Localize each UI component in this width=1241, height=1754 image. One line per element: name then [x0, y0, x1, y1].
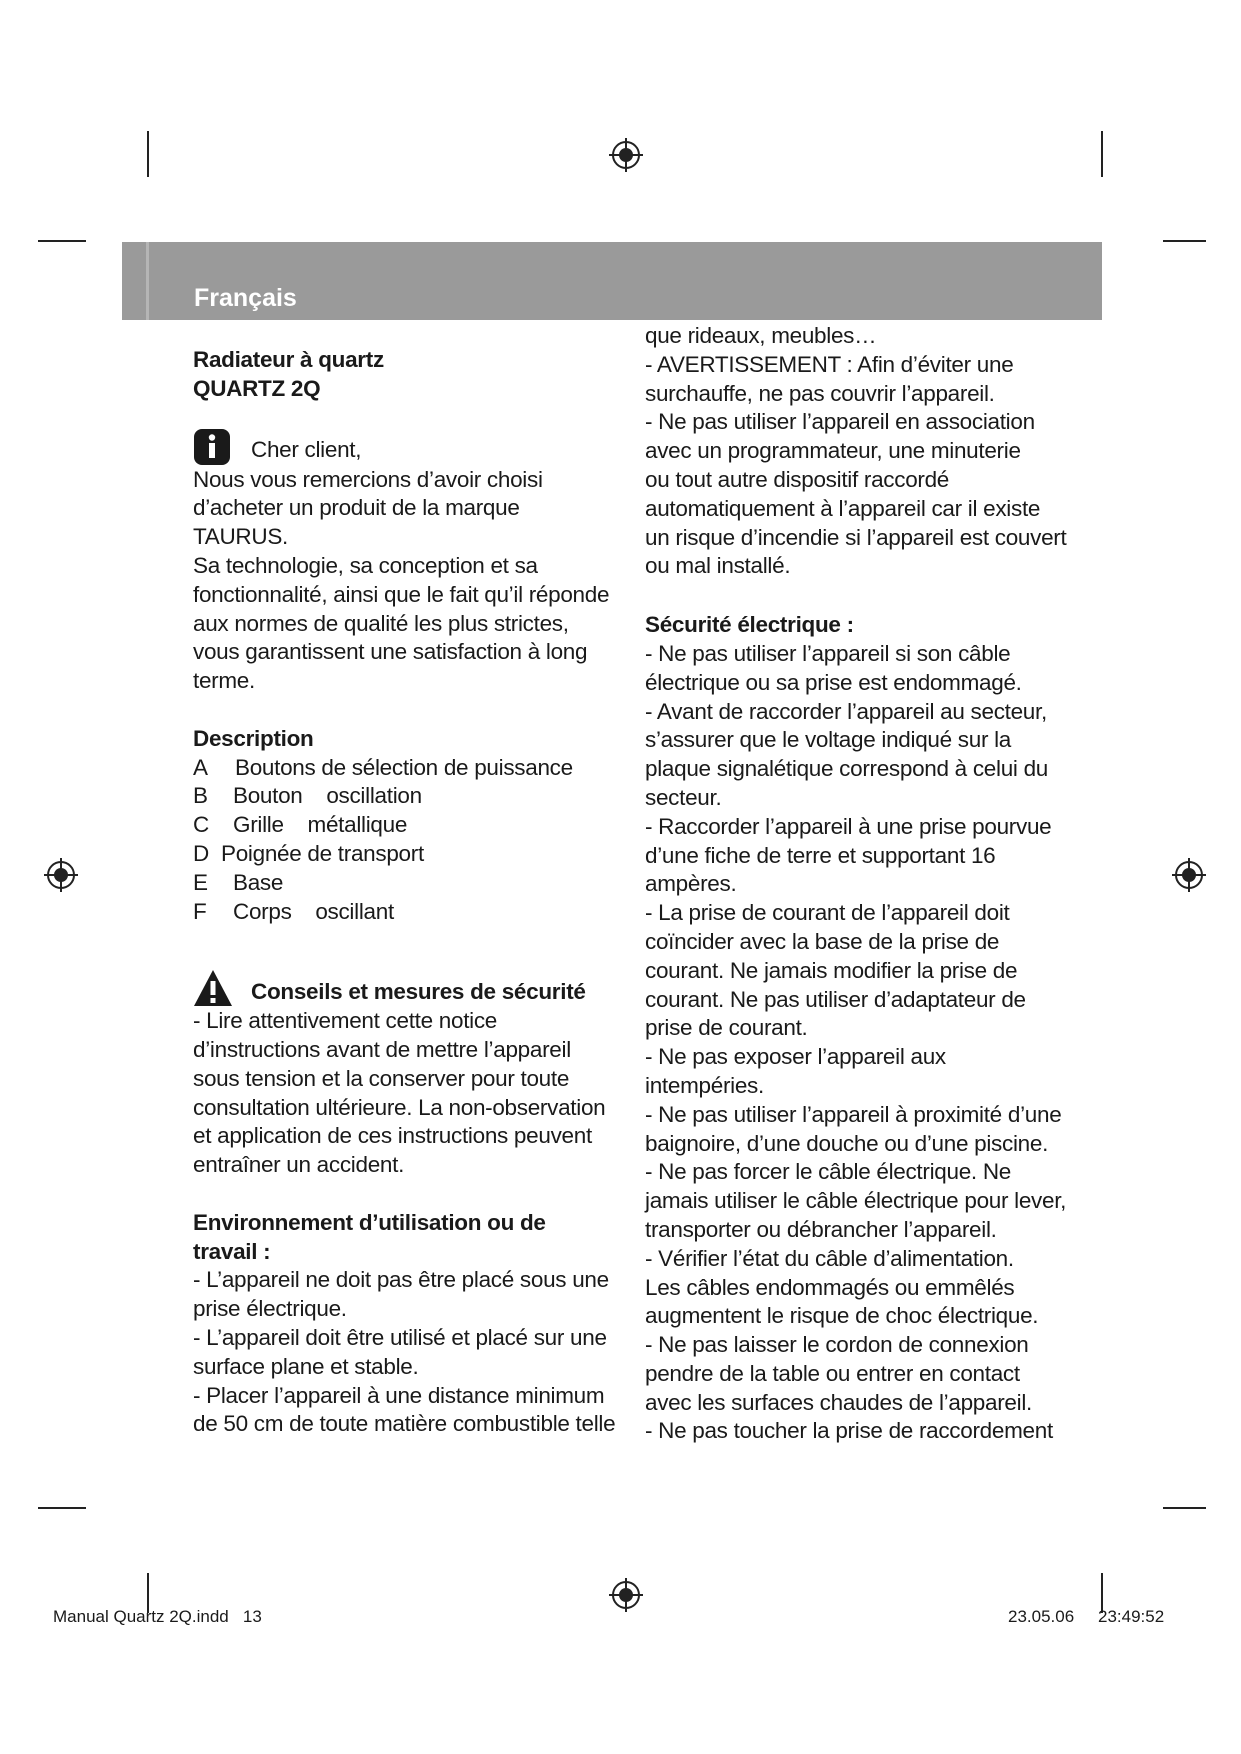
- safety-line: entraîner un accident.: [193, 1152, 405, 1178]
- environment-heading: travail :: [193, 1238, 271, 1264]
- electric-line: - Ne pas exposer l’appareil aux: [645, 1044, 946, 1070]
- electric-line: - Vérifier l’état du câble d’alimentation.: [645, 1245, 1014, 1271]
- electric-line: prise de courant.: [645, 1015, 808, 1041]
- warning-icon: [193, 969, 233, 1007]
- body-line: ou mal installé.: [645, 553, 791, 579]
- description-item: F Corps oscillant: [193, 898, 394, 924]
- language-title: Français: [194, 284, 297, 312]
- electric-line: - Raccorder l’appareil à une prise pourvue: [645, 813, 1052, 839]
- body-line: un risque d’incendie si l’appareil est couvert: [645, 524, 1067, 550]
- crop-mark: [147, 131, 149, 177]
- electric-line: courant. Ne pas utiliser d’adaptateur de: [645, 986, 1026, 1012]
- electric-line: - Avant de raccorder l’appareil au secteur,: [645, 698, 1047, 724]
- safety-heading: Conseils et mesures de sécurité: [251, 979, 586, 1005]
- crop-mark: [38, 240, 86, 242]
- crop-mark: [1101, 131, 1103, 177]
- environment-heading: Environnement d’utilisation ou de: [193, 1209, 546, 1235]
- body-line: avec un programmateur, une minuterie: [645, 438, 1021, 464]
- electric-line: transporter ou débrancher l’appareil.: [645, 1216, 997, 1242]
- registration-mark-icon: [1172, 858, 1206, 892]
- registration-mark-icon: [609, 138, 643, 172]
- left-column: [193, 346, 616, 1439]
- greeting: Cher client,: [251, 437, 362, 463]
- environment-line: surface plane et stable.: [193, 1353, 419, 1379]
- intro-line: Sa technologie, sa conception et sa: [193, 552, 538, 578]
- description-item: B Bouton oscillation: [193, 783, 422, 809]
- environment-line: prise électrique.: [193, 1296, 347, 1322]
- electric-line: coïncider avec la base de la prise de: [645, 928, 1000, 954]
- crop-mark: [1163, 1507, 1206, 1509]
- language-header-bar: [122, 242, 1102, 320]
- electric-line: - Ne pas toucher la prise de raccordement: [645, 1418, 1053, 1444]
- description-item: A Boutons de sélection de puissance: [193, 754, 573, 780]
- safety-line: et application de ces instructions peuvent: [193, 1123, 592, 1149]
- body-line: automatiquement à l’appareil car il existe: [645, 495, 1041, 521]
- electric-line: jamais utiliser le câble électrique pour lever,: [645, 1188, 1067, 1214]
- electric-line: pendre de la table ou entrer en contact: [645, 1360, 1020, 1386]
- footer-date: 23.05.06: [1008, 1607, 1075, 1626]
- safety-line: sous tension et la conserver pour toute: [193, 1065, 570, 1091]
- intro-line: terme.: [193, 668, 255, 694]
- info-icon: [193, 428, 231, 466]
- crop-mark: [1163, 240, 1206, 242]
- intro-line: aux normes de qualité les plus strictes,: [193, 610, 569, 636]
- environment-line: - L’appareil doit être utilisé et placé sur une: [193, 1324, 607, 1350]
- description-item: D Poignée de transport: [193, 840, 424, 866]
- electric-line: plaque signalétique correspond à celui du: [645, 756, 1048, 782]
- crop-mark: [38, 1507, 86, 1509]
- electric-line: courant. Ne jamais modifier la prise de: [645, 957, 1018, 983]
- registration-mark-icon: [609, 1578, 643, 1612]
- electric-line: - La prise de courant de l’appareil doit: [645, 900, 1010, 926]
- electric-line: intempéries.: [645, 1072, 764, 1098]
- electric-line: ampères.: [645, 871, 737, 897]
- safety-heading-line: [193, 978, 613, 1007]
- product-title: Radiateur à quartz: [193, 347, 384, 372]
- header-stripe: [146, 242, 149, 320]
- footer-file: Manual Quartz 2Q.indd 13: [53, 1607, 262, 1626]
- intro-line: d’acheter un produit de la marque: [193, 495, 520, 521]
- electric-line: augmentent le risque de choc électrique.: [645, 1303, 1039, 1329]
- electric-safety-heading: Sécurité électrique :: [645, 612, 854, 638]
- electric-line: secteur.: [645, 784, 722, 810]
- electric-line: - Ne pas forcer le câble électrique. Ne: [645, 1159, 1011, 1185]
- footer-time: 23:49:52: [1098, 1607, 1165, 1626]
- environment-line: - Placer l’appareil à une distance minimum: [193, 1382, 605, 1408]
- body-line: - Ne pas utiliser l’appareil en association: [645, 409, 1035, 435]
- intro-line: fonctionnalité, ainsi que le fait qu’il réponde: [193, 581, 610, 607]
- environment-line: de 50 cm de toute matière combustible telle: [193, 1411, 616, 1437]
- safety-line: consultation ultérieure. La non-observation: [193, 1094, 606, 1120]
- electric-line: Les câbles endommagés ou emmêlés: [645, 1274, 1015, 1300]
- description-heading: Description: [193, 725, 314, 751]
- environment-line: - L’appareil ne doit pas être placé sous une: [193, 1267, 609, 1293]
- intro-line: vous garantissent une satisfaction à long: [193, 639, 588, 665]
- intro-line: Nous vous remercions d’avoir choisi: [193, 466, 543, 492]
- registration-mark-icon: [44, 858, 78, 892]
- electric-line: - Ne pas utiliser l’appareil à proximité d’une: [645, 1101, 1062, 1127]
- electric-line: - Ne pas laisser le cordon de connexion: [645, 1332, 1029, 1358]
- electric-line: d’une fiche de terre et supportant 16: [645, 842, 996, 868]
- electric-line: baignoire, d’une douche ou d’une piscine.: [645, 1130, 1049, 1156]
- product-model: QUARTZ 2Q: [193, 375, 321, 401]
- electric-line: électrique ou sa prise est endommagé.: [645, 669, 1022, 695]
- description-item: C Grille métallique: [193, 812, 408, 838]
- electric-line: avec les surfaces chaudes de l’appareil.: [645, 1389, 1032, 1415]
- body-line: ou tout autre dispositif raccordé: [645, 466, 950, 492]
- body-line: - AVERTISSEMENT : Afin d’éviter une: [645, 351, 1014, 377]
- greeting-line: [193, 436, 613, 466]
- intro-line: TAURUS.: [193, 524, 288, 550]
- body-line: surchauffe, ne pas couvrir l’appareil.: [645, 380, 995, 406]
- right-column: [645, 322, 1075, 1446]
- safety-line: d’instructions avant de mettre l’appareil: [193, 1036, 571, 1062]
- safety-line: - Lire attentivement cette notice: [193, 1008, 498, 1034]
- electric-line: - Ne pas utiliser l’appareil si son câble: [645, 640, 1011, 666]
- description-item: E Base: [193, 869, 284, 895]
- body-line: que rideaux, meubles…: [645, 323, 877, 348]
- electric-line: s’assurer que le voltage indiqué sur la: [645, 727, 1012, 753]
